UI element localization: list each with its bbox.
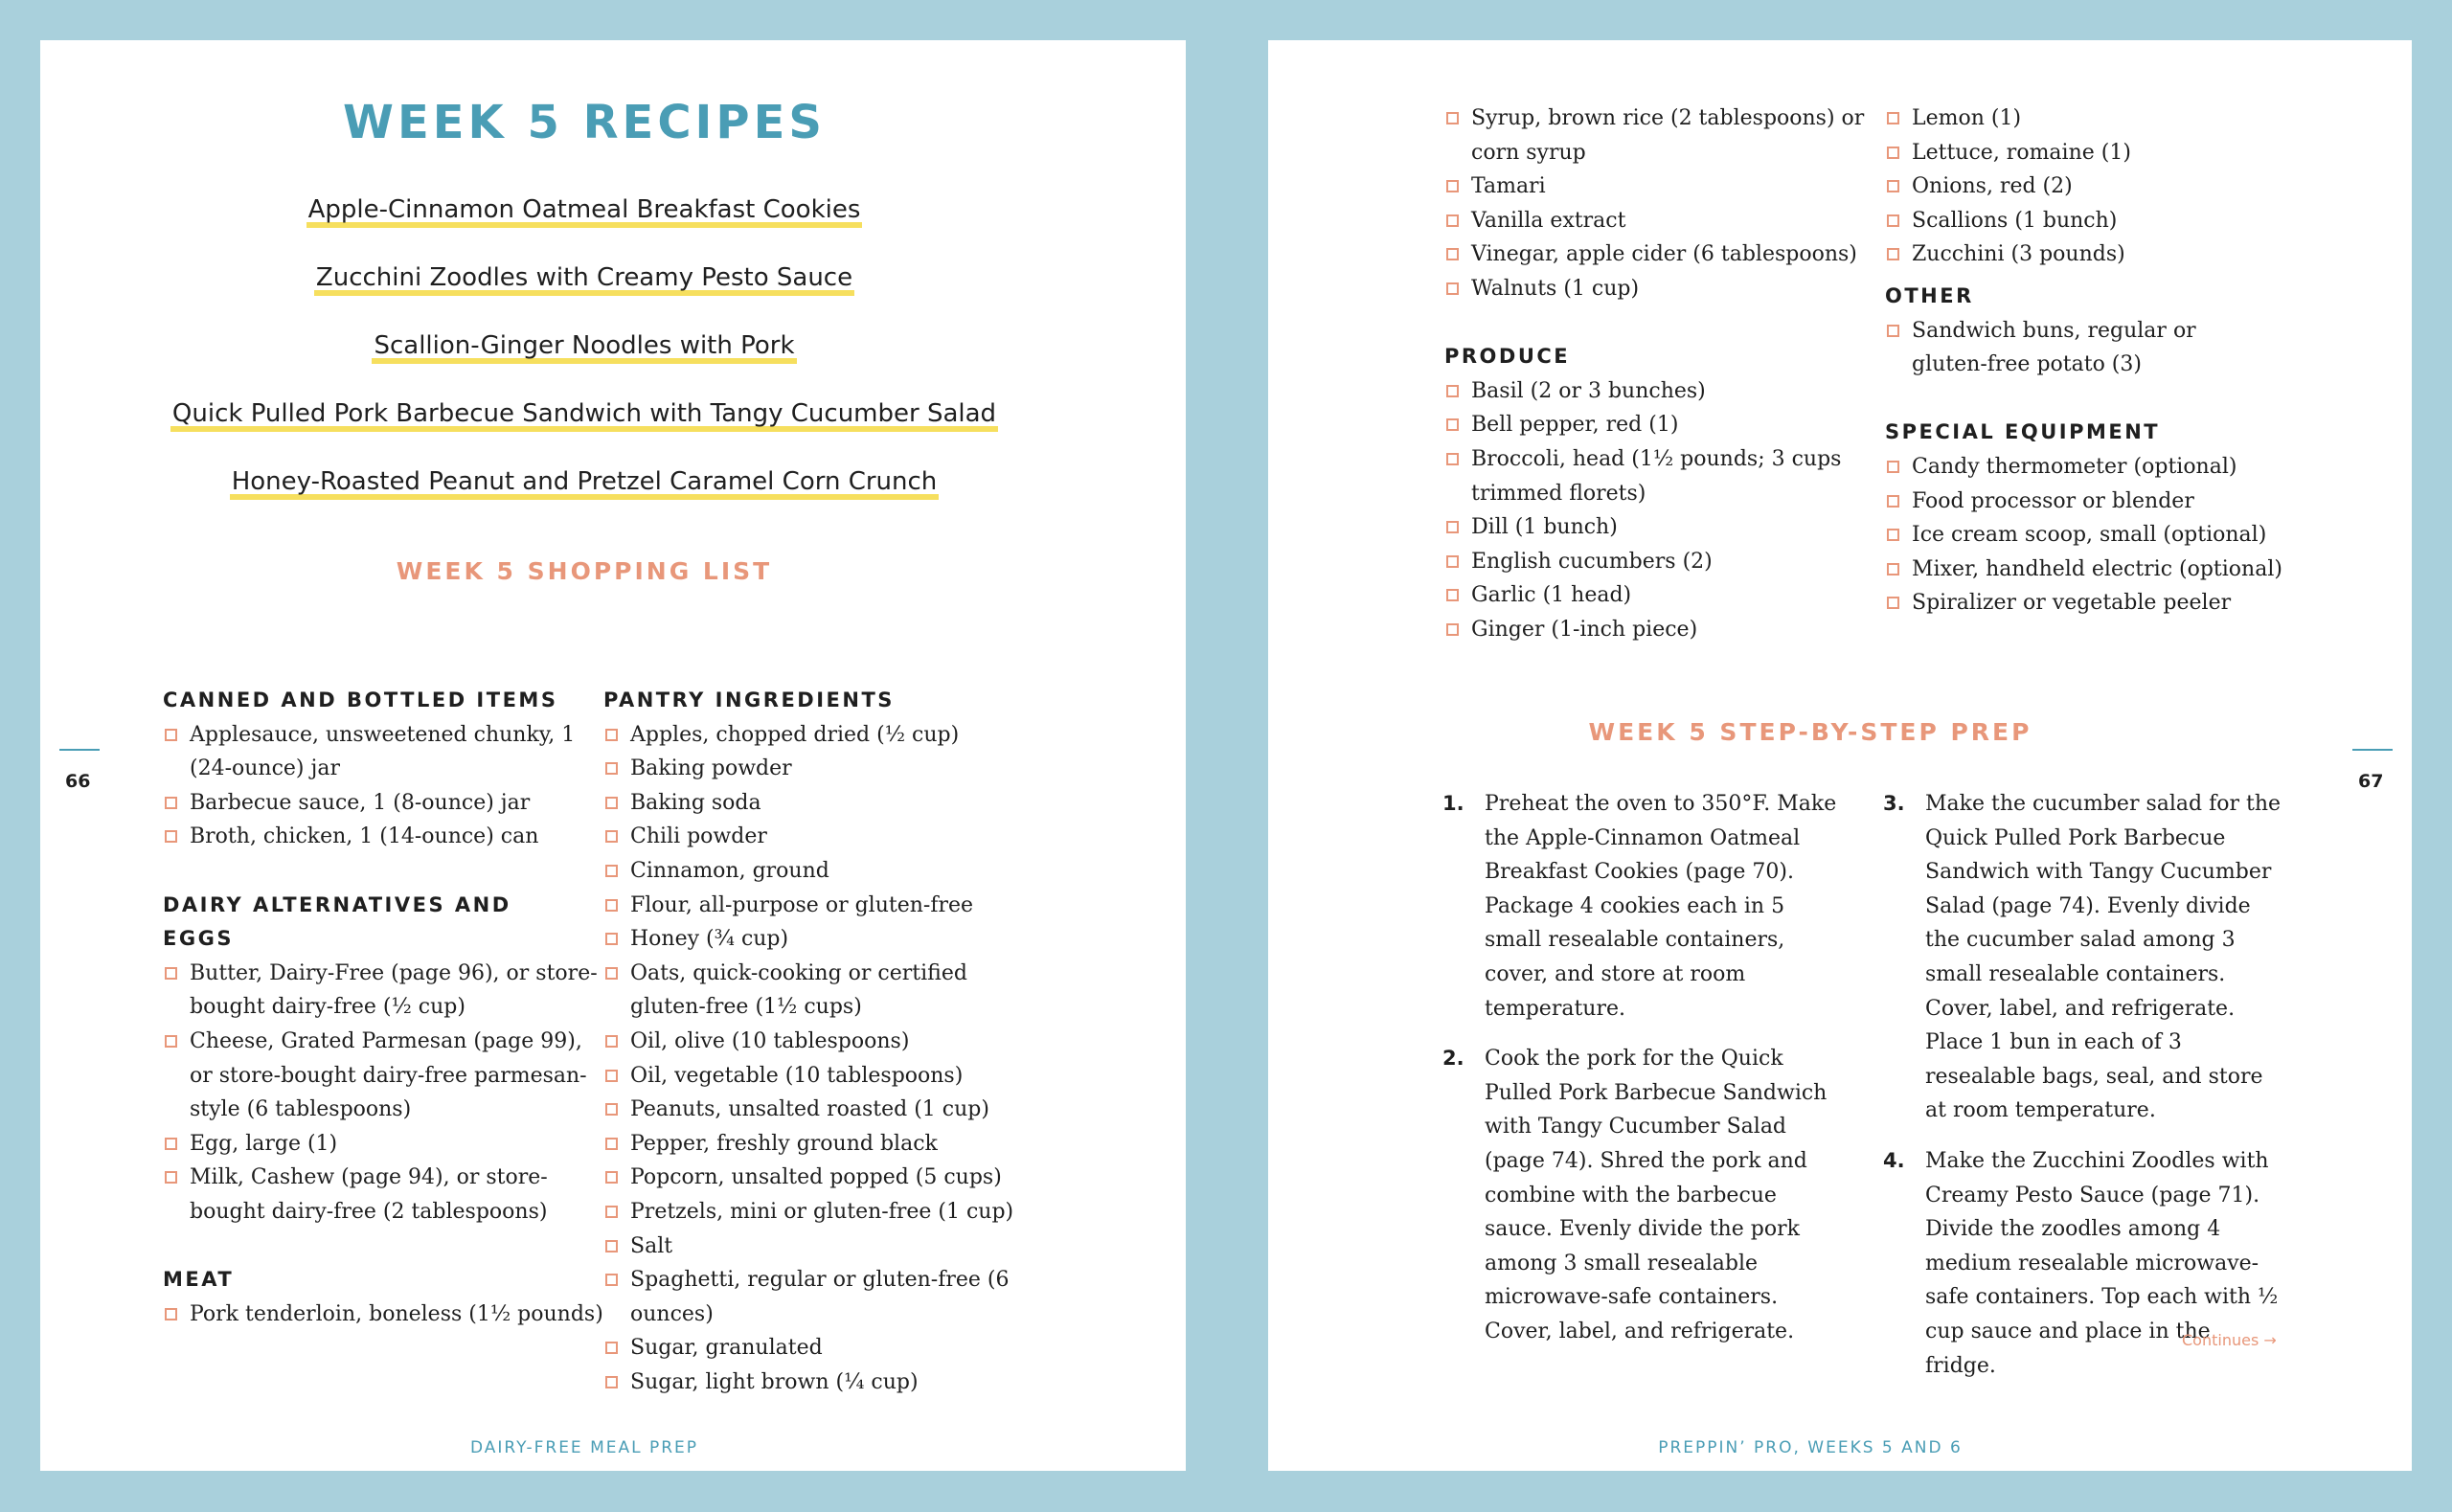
- checkbox-icon[interactable]: [605, 1070, 618, 1082]
- checkbox-icon[interactable]: [1446, 418, 1459, 431]
- checklist-item[interactable]: Sandwich buns, regular or gluten-free potato (3): [1885, 314, 2326, 382]
- checklist-item[interactable]: Oats, quick-cooking or certified gluten-free (1½ cups): [603, 957, 1034, 1025]
- checklist-item[interactable]: Zucchini (3 pounds): [1885, 237, 2326, 272]
- checklist-item[interactable]: Popcorn, unsalted popped (5 cups): [603, 1161, 1034, 1195]
- checkbox-icon[interactable]: [1446, 214, 1459, 227]
- checklist-item[interactable]: Mixer, handheld electric (optional): [1885, 553, 2326, 587]
- checklist-item[interactable]: Pork tenderloin, boneless (1½ pounds): [163, 1298, 603, 1332]
- page-number-rule: [2352, 749, 2393, 751]
- shopping-list-title: WEEK 5 SHOPPING LIST: [396, 557, 773, 585]
- checkbox-icon[interactable]: [605, 1171, 618, 1184]
- prep-step: [1442, 787, 1845, 1026]
- category-heading: DAIRY ALTERNATIVES AND EGGS: [163, 892, 511, 951]
- checkbox-icon[interactable]: [1446, 555, 1459, 568]
- checklist-item[interactable]: Candy thermometer (optional): [1885, 450, 2326, 485]
- recipe-item: [40, 263, 1128, 331]
- checklist-item[interactable]: Scallions (1 bunch): [1885, 204, 2326, 238]
- checkbox-icon[interactable]: [1446, 282, 1459, 295]
- checklist-item[interactable]: Egg, large (1): [163, 1127, 603, 1162]
- page-number-right: 67: [2358, 771, 2384, 792]
- checkbox-icon[interactable]: [605, 899, 618, 912]
- checklist-item[interactable]: Flour, all-purpose or gluten-free: [603, 889, 1034, 923]
- checklist-item[interactable]: Vinegar, apple cider (6 tablespoons): [1444, 237, 1885, 272]
- checkbox-icon[interactable]: [605, 1274, 618, 1286]
- step-text: Make the Zucchini Zoodles with Creamy Pesto Sauce (page 71). Divide the zoodles among 4 medium resealable microwave-safe containers. Top each with ½ cup sauce and place in the fridge.: [1925, 1148, 2279, 1378]
- checkbox-icon[interactable]: [605, 762, 618, 775]
- checklist-item[interactable]: Baking soda: [603, 786, 1034, 821]
- checkbox-icon[interactable]: [1446, 180, 1459, 192]
- prep-step: [1442, 1042, 1845, 1348]
- week-recipes-title: WEEK 5 RECIPES: [343, 96, 826, 149]
- prep-step: [1883, 787, 2285, 1128]
- checklist-item[interactable]: Apples, chopped dried (½ cup): [603, 718, 1034, 753]
- checkbox-icon[interactable]: [605, 865, 618, 877]
- checkbox-icon[interactable]: [605, 1206, 618, 1218]
- step-number: 1.: [1442, 792, 1464, 815]
- recipe-link[interactable]: Apple-Cinnamon Oatmeal Breakfast Cookies: [306, 195, 863, 228]
- step-number: 4.: [1883, 1148, 1905, 1172]
- checklist-item[interactable]: Tamari: [1444, 169, 1885, 204]
- checkbox-icon[interactable]: [605, 967, 618, 980]
- checkbox-icon[interactable]: [1887, 461, 1899, 473]
- checkbox-icon[interactable]: [1887, 180, 1899, 192]
- prep-steps-column-2: [1883, 787, 2285, 1399]
- checkbox-icon[interactable]: [605, 1035, 618, 1048]
- checklist-item[interactable]: Chili powder: [603, 820, 1034, 854]
- category-heading: OTHER: [1885, 283, 1974, 307]
- checkbox-icon[interactable]: [605, 797, 618, 809]
- step-text: Cook the pork for the Quick Pulled Pork Barbecue Sandwich with Tangy Cucumber Salad (page 74). Shred the pork and combine with the barbecue sauce. Evenly divide the pork among 3 small resealable microwave-safe containers. Cover, label, and refrigerate.: [1485, 1047, 1828, 1343]
- recipe-item: [40, 331, 1128, 399]
- right-column-1: [1444, 102, 1885, 647]
- checkbox-icon[interactable]: [1446, 521, 1459, 533]
- checklist-item[interactable]: Peanuts, unsalted roasted (1 cup): [603, 1093, 1034, 1127]
- checklist: [1444, 374, 1885, 647]
- checklist-item[interactable]: Butter, Dairy-Free (page 96), or store-bought dairy-free (½ cup): [163, 957, 603, 1025]
- checkbox-icon[interactable]: [1887, 495, 1899, 508]
- checkbox-icon[interactable]: [1887, 529, 1899, 541]
- step-number: 3.: [1883, 792, 1905, 815]
- category-heading: PRODUCE: [1444, 345, 1571, 369]
- category-heading: PANTRY INGREDIENTS: [603, 688, 895, 711]
- checkbox-icon[interactable]: [605, 1138, 618, 1150]
- checkbox-icon[interactable]: [1446, 248, 1459, 260]
- checkbox-icon[interactable]: [1887, 147, 1899, 159]
- checklist-item[interactable]: Ice cream scoop, small (optional): [1885, 518, 2326, 553]
- checklist-item[interactable]: Barbecue sauce, 1 (8-ounce) jar: [163, 786, 603, 821]
- checklist-item[interactable]: Baking powder: [603, 752, 1034, 786]
- step-number: 2.: [1442, 1047, 1464, 1071]
- checklist-item[interactable]: Lemon (1): [1885, 102, 2326, 136]
- checklist-item[interactable]: Pepper, freshly ground black: [603, 1127, 1034, 1162]
- checkbox-icon[interactable]: [165, 967, 177, 980]
- category-heading: SPECIAL EQUIPMENT: [1885, 420, 2161, 444]
- checkbox-icon[interactable]: [1887, 597, 1899, 609]
- page-number-left: 66: [65, 771, 91, 792]
- recipe-item: [40, 467, 1128, 535]
- checklist-item[interactable]: Garlic (1 head): [1444, 578, 1885, 613]
- checkbox-icon[interactable]: [1446, 589, 1459, 601]
- category-heading: CANNED AND BOTTLED ITEMS: [163, 688, 558, 711]
- checkbox-icon[interactable]: [605, 933, 618, 945]
- checklist-item[interactable]: Milk, Cashew (page 94), or store-bought dairy-free (2 tablespoons): [163, 1161, 603, 1229]
- checkbox-icon[interactable]: [165, 1171, 177, 1184]
- checkbox-icon[interactable]: [1887, 563, 1899, 575]
- right-column-2: [1885, 102, 2326, 621]
- checkbox-icon[interactable]: [1887, 214, 1899, 227]
- checklist: [1885, 314, 2326, 382]
- checklist-item[interactable]: Sugar, light brown (¼ cup): [603, 1365, 1034, 1400]
- checkbox-icon[interactable]: [1446, 453, 1459, 465]
- checklist-item[interactable]: Cinnamon, ground: [603, 854, 1034, 889]
- checkbox-icon[interactable]: [1887, 112, 1899, 124]
- recipe-link[interactable]: Quick Pulled Pork Barbecue Sandwich with Tangy Cucumber Salad: [170, 399, 998, 432]
- checklist: [163, 718, 603, 854]
- prep-title: WEEK 5 STEP-BY-STEP PREP: [1588, 718, 2032, 746]
- shopping-column-2: [603, 684, 1034, 1399]
- checklist-item[interactable]: Spiralizer or vegetable peeler: [1885, 586, 2326, 621]
- checklist-item[interactable]: Onions, red (2): [1885, 169, 2326, 204]
- page-number-rule: [59, 749, 100, 751]
- checklist-item[interactable]: Pretzels, mini or gluten-free (1 cup): [603, 1195, 1034, 1230]
- checkbox-icon[interactable]: [605, 1240, 618, 1252]
- checklist-item[interactable]: Lettuce, romaine (1): [1885, 136, 2326, 170]
- category-heading: MEAT: [163, 1268, 235, 1292]
- checklist-item[interactable]: Vanilla extract: [1444, 204, 1885, 238]
- checklist: [163, 957, 603, 1230]
- checkbox-icon[interactable]: [1446, 385, 1459, 397]
- checklist-item[interactable]: Ginger (1-inch piece): [1444, 613, 1885, 647]
- continues-link[interactable]: Continues →: [2182, 1331, 2277, 1349]
- checkbox-icon[interactable]: [165, 729, 177, 741]
- checkbox-icon[interactable]: [1446, 623, 1459, 636]
- checkbox-icon[interactable]: [165, 1138, 177, 1150]
- prep-steps-column-1: [1442, 787, 1845, 1365]
- step-text: Preheat the oven to 350°F. Make the Apple-Cinnamon Oatmeal Breakfast Cookies (page 70). Package 4 cookies each in 5 small resealable containers, cover, and store at room temperature.: [1485, 792, 1837, 1021]
- shopping-column-1: [163, 684, 603, 1331]
- recipe-list: [40, 195, 1128, 535]
- checkbox-icon[interactable]: [165, 830, 177, 843]
- checkbox-icon[interactable]: [605, 1376, 618, 1388]
- checklist: [1885, 102, 2326, 272]
- checklist-item[interactable]: Applesauce, unsweetened chunky, 1 (24-ounce) jar: [163, 718, 603, 786]
- step-text: Make the cucumber salad for the Quick Pulled Pork Barbecue Sandwich with Tangy Cucumber Salad (page 74). Evenly divide the cucumber salad among 3 small resealable containers. Cover, label, and refrigerate. Place 1 bun in each of 3 resealable bags, seal, and store at room temperature.: [1925, 792, 2282, 1123]
- recipe-link[interactable]: Zucchini Zoodles with Creamy Pesto Sauce: [314, 263, 854, 296]
- right-footer: PREPPIN’ PRO, WEEKS 5 AND 6: [1658, 1438, 1963, 1457]
- recipe-link[interactable]: Scallion-Ginger Noodles with Pork: [372, 331, 796, 364]
- checkbox-icon[interactable]: [165, 1035, 177, 1048]
- checkbox-icon[interactable]: [605, 830, 618, 843]
- checklist-item[interactable]: English cucumbers (2): [1444, 545, 1885, 579]
- checkbox-icon[interactable]: [165, 1308, 177, 1320]
- recipe-link[interactable]: Honey-Roasted Peanut and Pretzel Caramel Corn Crunch: [230, 467, 940, 500]
- checklist-item[interactable]: Syrup, brown rice (2 tablespoons) or corn syrup: [1444, 102, 1885, 169]
- checklist-item[interactable]: Broth, chicken, 1 (14-ounce) can: [163, 820, 603, 854]
- checklist-item[interactable]: Cheese, Grated Parmesan (page 99), or store-bought dairy-free parmesan-style (6 tablespoons): [163, 1025, 603, 1127]
- checklist-item[interactable]: Spaghetti, regular or gluten-free (6 ounces): [603, 1263, 1034, 1331]
- checklist: [603, 718, 1034, 1400]
- checklist-item[interactable]: Walnuts (1 cup): [1444, 272, 1885, 306]
- checkbox-icon[interactable]: [1446, 112, 1459, 124]
- checklist-item[interactable]: Food processor or blender: [1885, 485, 2326, 519]
- left-page: [40, 40, 1186, 1471]
- checklist-item[interactable]: Sugar, granulated: [603, 1331, 1034, 1365]
- checklist-item[interactable]: Bell pepper, red (1): [1444, 408, 1885, 442]
- recipe-item: [40, 195, 1128, 263]
- checkbox-icon[interactable]: [1887, 325, 1899, 337]
- checkbox-icon[interactable]: [605, 1103, 618, 1116]
- checklist-item[interactable]: Dill (1 bunch): [1444, 510, 1885, 545]
- checklist-item[interactable]: Oil, vegetable (10 tablespoons): [603, 1059, 1034, 1094]
- checkbox-icon[interactable]: [605, 1342, 618, 1354]
- checklist-item[interactable]: Basil (2 or 3 bunches): [1444, 374, 1885, 409]
- checklist-item[interactable]: Oil, olive (10 tablespoons): [603, 1025, 1034, 1059]
- recipe-item: [40, 399, 1128, 467]
- right-page: [1268, 40, 2412, 1471]
- checklist: [1444, 102, 1885, 306]
- checklist-item[interactable]: Salt: [603, 1230, 1034, 1264]
- checklist: [163, 1298, 603, 1332]
- checkbox-icon[interactable]: [1887, 248, 1899, 260]
- checkbox-icon[interactable]: [165, 797, 177, 809]
- left-footer: DAIRY-FREE MEAL PREP: [469, 1438, 699, 1457]
- checklist-item[interactable]: Broccoli, head (1½ pounds; 3 cups trimmed florets): [1444, 442, 1885, 510]
- checklist-item[interactable]: Honey (¾ cup): [603, 922, 1034, 957]
- checklist: [1885, 450, 2326, 621]
- checkbox-icon[interactable]: [605, 729, 618, 741]
